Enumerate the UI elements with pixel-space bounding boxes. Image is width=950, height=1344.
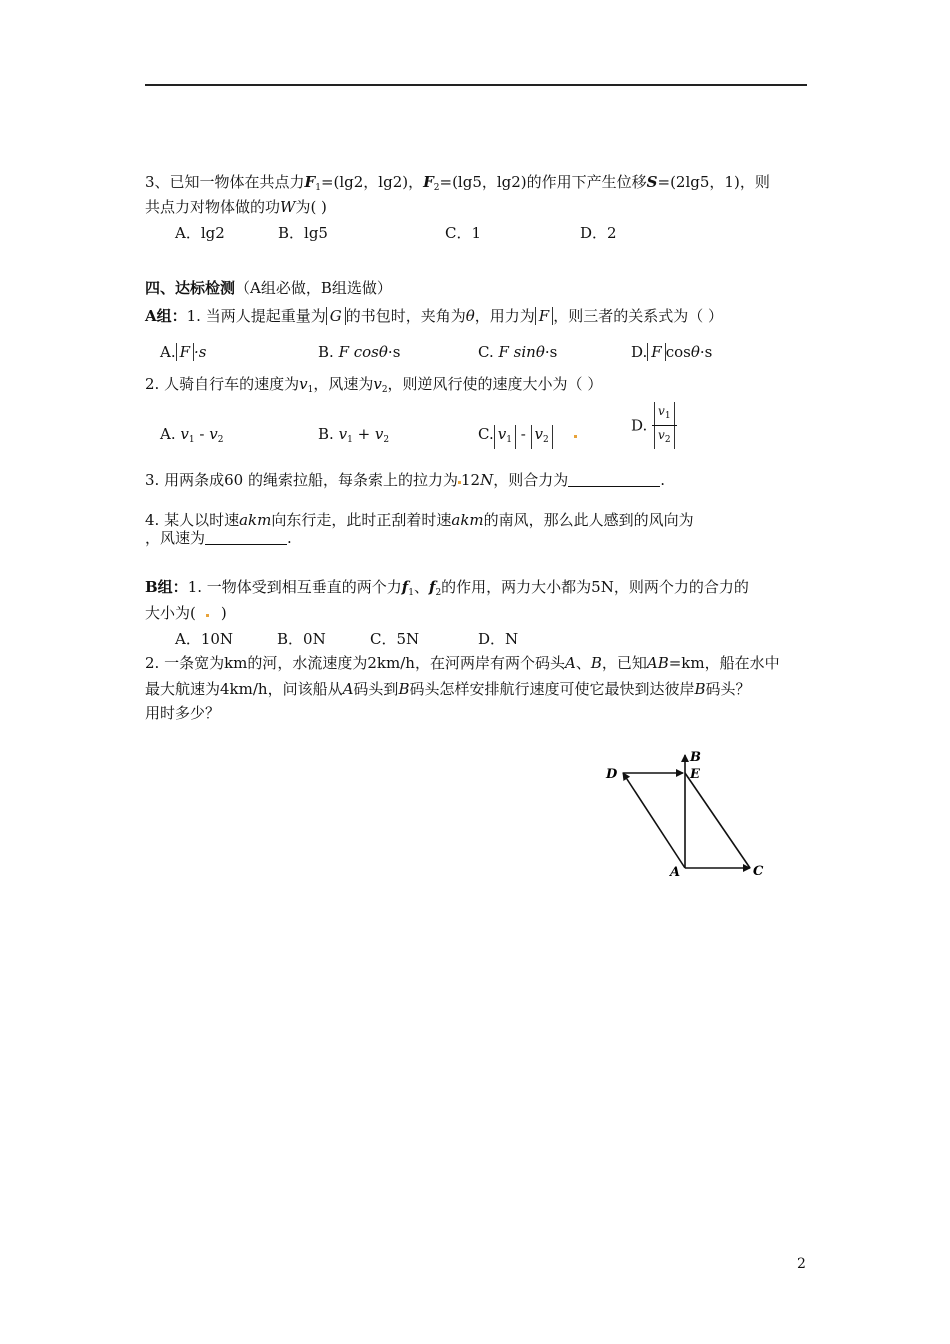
opt-sub: 1 <box>664 411 671 421</box>
q3-w: W <box>280 198 296 216</box>
a-q3-angle: 60 <box>224 471 244 489</box>
group-b-label: B组： <box>145 578 188 596</box>
opt-label: C. <box>478 343 494 361</box>
q3-option-d: D．2 <box>580 224 617 242</box>
a-q1-post: ，则三者的关系式为（ ） <box>553 307 723 325</box>
b-q1-line2 <box>145 603 227 623</box>
a-q2-line <box>145 374 602 400</box>
q3-s: S <box>646 173 658 191</box>
label-d: D <box>606 767 618 782</box>
a-q2-v2: v <box>373 375 382 393</box>
a-q1-option-a <box>160 342 207 362</box>
q3-line2 <box>145 197 327 217</box>
b-q2-a: A <box>564 654 576 672</box>
a-q2-v2-sub: 2 <box>381 385 388 395</box>
q3-option-a: A．lg2 <box>175 224 225 242</box>
b-q2-l2-pre: 最大航速为4km/h，问该船从 <box>145 680 343 698</box>
opt-label: D. <box>631 343 648 361</box>
q3-f2-val: =(lg5，lg2)的作用下产生位移 <box>439 173 647 191</box>
a-q3-unit: N <box>480 471 494 489</box>
opt-f: F <box>176 343 194 361</box>
b-q1-f1: f <box>401 578 409 596</box>
b-q1-line1 <box>145 577 749 603</box>
opt-label: D. <box>631 416 648 435</box>
opt-v2: v <box>658 428 665 442</box>
vector-diagram <box>600 745 775 885</box>
b-q2-mid: ，已知 <box>601 654 647 672</box>
opt-text: cos <box>665 343 691 361</box>
vector-ad <box>623 773 685 868</box>
a-q3-post: ，则合力为 <box>493 471 569 489</box>
opt-label: A. <box>160 425 176 443</box>
opt-v1: v <box>338 425 348 443</box>
opt-sub: 2 <box>543 435 549 445</box>
q3-text2: 共点力对物体做的功 <box>145 198 281 216</box>
a-q3-line <box>145 470 665 490</box>
q3-text: 3、已知一物体在共点力 <box>145 173 305 191</box>
opt-label: B. <box>318 343 334 361</box>
a-q2-option-b <box>318 424 389 450</box>
b-q2-b: B <box>590 654 602 672</box>
a-q2-post: ，则逆风行使的速度大小为（ ） <box>387 375 603 393</box>
a-q2-mid: ，风速为 <box>313 375 374 393</box>
a-q3-end: . <box>660 471 665 489</box>
opt-text: F sin <box>498 343 536 361</box>
opt-v2: v <box>209 425 218 443</box>
q3-option-b: B．lg5 <box>278 224 328 242</box>
a-q1-mid: 的书包时，夹角为 <box>345 307 466 325</box>
a-q4-line2-text: ，风速为 <box>145 529 206 547</box>
opt-sub: 2 <box>217 435 224 445</box>
b-q2-line3: 用时多少？ <box>145 704 221 722</box>
b-q2-b2: B <box>398 680 410 698</box>
opt-label: A. <box>160 343 176 361</box>
b-q1-pre: 1. 一物体受到相互垂直的两个力 <box>187 578 402 596</box>
q3-text2-post: 为( ) <box>295 198 327 216</box>
a-q2-option-a <box>160 424 223 450</box>
page-number: 2 <box>797 1256 806 1272</box>
a-q4-answer-blank[interactable] <box>205 530 287 545</box>
label-e: E <box>690 767 700 782</box>
a-q1-option-c <box>478 342 557 362</box>
b-q2-line2 <box>145 679 751 699</box>
opt-op: - <box>194 425 210 443</box>
b-q2-b3: B <box>694 680 706 698</box>
q3-s-val: =(2lg5，1)，则 <box>657 173 770 191</box>
b-q2-comma: 、 <box>575 654 591 672</box>
label-b: B <box>690 750 701 765</box>
opt-v2: v <box>534 425 544 443</box>
a-q2-v1-sub: 1 <box>307 385 314 395</box>
q3-option-c: C．1 <box>445 224 482 242</box>
a-q4-end: . <box>287 529 292 547</box>
opt-label: B. <box>318 425 334 443</box>
opt-sub: 1 <box>347 435 353 445</box>
a-q2-pre: 2. 人骑自行车的速度为 <box>145 375 300 393</box>
segment-ec <box>685 773 750 868</box>
b-q1-sep: 、 <box>413 578 429 596</box>
label-c: C <box>753 864 764 879</box>
q3-f1: F <box>304 173 316 191</box>
b-q1-post: 的作用，两力大小都为5N，则两个力的合力的 <box>441 578 749 596</box>
opt-v1: v <box>497 425 507 443</box>
a-q1-f: F <box>535 307 553 325</box>
a-q1-line <box>145 306 723 326</box>
a-q4-akm: akm <box>239 511 272 529</box>
b-q1-option-a: A．10N <box>175 630 234 648</box>
opt-text: F cos <box>338 343 379 361</box>
header-rule <box>145 84 807 86</box>
b-q2-ab: AB <box>646 654 669 672</box>
a-q3-answer-blank[interactable] <box>568 472 660 487</box>
opt-theta: θ <box>378 343 388 361</box>
a-q2-v1: v <box>299 375 308 393</box>
a-q1-option-b <box>318 342 400 362</box>
opt-sub: 2 <box>383 435 390 445</box>
opt-op: + <box>352 425 375 443</box>
b-q1-f1-sub: 1 <box>408 588 414 598</box>
group-a-label: A组： <box>145 307 187 325</box>
b-q1-line2a: 大小为( <box>145 604 196 622</box>
a-q4-line2 <box>145 528 292 548</box>
b-q1-line2b: ) <box>220 604 227 622</box>
b-q1-option-b: B．0N <box>277 630 326 648</box>
section4-heading <box>145 278 392 298</box>
a-q1-option-d <box>631 342 712 362</box>
a-q3-mid: 的绳索拉船，每条索上的拉力为 <box>247 471 458 489</box>
a-q2-option-c <box>478 424 577 449</box>
b-q1-option-d: D．N <box>478 630 519 648</box>
a-q4-post: 的南风，那么此人感到的风向为 <box>483 511 694 529</box>
opt-theta: θ <box>535 343 545 361</box>
opt-sub: 2 <box>664 435 671 445</box>
a-q4-akm2: akm <box>451 511 484 529</box>
opt-v1: v <box>180 425 189 443</box>
opt-f: F <box>647 343 665 361</box>
a-q1-g: G <box>326 307 346 325</box>
b-q1-f2: f <box>428 578 436 596</box>
section4-note: （A组必做，B组选做） <box>235 279 392 297</box>
a-q1-theta: θ <box>465 307 475 325</box>
a-q1-pre: 1. 当两人提起重量为 <box>186 307 326 325</box>
b-q2-post: =km，船在水中 <box>668 654 780 672</box>
opt-op: - <box>515 425 531 443</box>
b-q2-line1 <box>145 653 780 673</box>
q3-f2-sub: 2 <box>433 183 440 193</box>
marker-dot <box>206 614 209 617</box>
opt-fraction <box>652 402 677 449</box>
label-a: A <box>670 865 681 880</box>
marker-dot <box>574 435 577 438</box>
opt-rest: ·s <box>699 343 713 361</box>
opt-sub: 1 <box>506 435 512 445</box>
opt-rest: ·s <box>387 343 401 361</box>
b-q2-l2-mid: 码头到 <box>353 680 399 698</box>
a-q1-mid2: ，用力为 <box>474 307 535 325</box>
b-q1-option-c: C．5N <box>370 630 420 648</box>
opt-v1: v <box>658 404 665 418</box>
a-q3-force: 12 <box>460 471 481 489</box>
opt-v2: v <box>374 425 384 443</box>
a-q3-pre: 3. 用两条成 <box>145 471 225 489</box>
q3-f1-sub: 1 <box>315 183 321 193</box>
a-q4-line1 <box>145 510 694 530</box>
q3-line1 <box>145 172 770 198</box>
b-q2-l2-mid2: 码头怎样安排航行速度可使它最快到达彼岸 <box>409 680 695 698</box>
opt-sub: 1 <box>188 435 195 445</box>
a-q4-pre: 4. 某人以时速 <box>145 511 240 529</box>
opt-theta: θ <box>690 343 700 361</box>
section4-title: 四、达标检测 <box>145 279 236 297</box>
b-q2-a2: A <box>342 680 354 698</box>
opt-rest: ·s <box>194 343 207 361</box>
q3-f1-val: =(lg2，lg2)， <box>320 173 424 191</box>
a-q2-option-d <box>631 402 677 449</box>
a-q4-mid: 向东行走，此时正刮着时速 <box>271 511 452 529</box>
b-q2-pre: 2. 一条宽为km的河，水流速度为2km/h，在河两岸有两个码头 <box>145 654 565 672</box>
opt-label: C. <box>478 425 494 443</box>
b-q1-f2-sub: 2 <box>435 588 442 598</box>
q3-f2: F <box>423 173 434 191</box>
b-q2-l2-post: 码头？ <box>705 680 751 698</box>
opt-rest: ·s <box>544 343 558 361</box>
